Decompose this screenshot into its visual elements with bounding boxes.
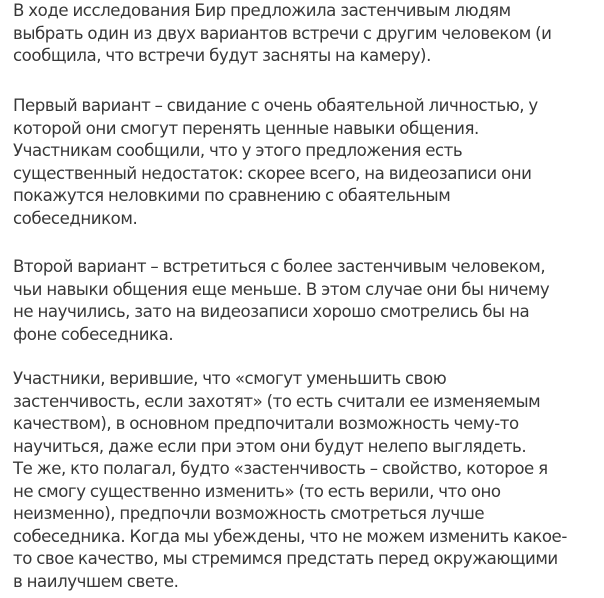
text-line: Участники, верившие, что «смогут уменьшить свою — [13, 369, 447, 388]
text-line: то свое качество, мы стремимся предстать перед окружающими — [13, 549, 558, 568]
text-line: собеседника. Когда мы убеждены, что не можем изменить какое- — [13, 526, 567, 546]
text-line: Второй вариант – встретиться с более застенчивым человеком, — [13, 257, 546, 276]
text-line: существенный недостаток: скорее всего, на видеозаписи они — [13, 163, 532, 183]
text-line: фоне собеседника. — [13, 324, 174, 344]
text-line: сообщила, что встречи будут засняты на камеру). — [13, 46, 431, 65]
paragraph-results — [13, 368, 567, 593]
text-line: не смогу существенно изменить» (то есть верили, что оно — [13, 481, 501, 501]
text-line: научиться, даже если при этом они будут нелепо выглядеть. — [13, 436, 527, 456]
text-line: собеседником. — [13, 208, 138, 228]
text-line: не научились, зато на видеозаписи хорошо смотрелись бы на — [13, 302, 530, 321]
text-line: чьи навыки общения еще меньше. В этом случае они бы ничему — [13, 279, 550, 299]
text-line: качеством), в основном предпочитали возможность чему-то — [13, 414, 519, 433]
paragraph-first-option — [13, 95, 538, 230]
text-line: застенчивость, если захотят» (то есть считали ее изменяемым — [13, 391, 541, 411]
text-line: покажутся неловкими по сравнению с обаятельным — [13, 186, 451, 205]
text-line: в наилучшем свете. — [13, 571, 179, 591]
paragraph-study-setup — [13, 0, 551, 68]
text-line: В ходе исследования Бир предложила застенчивым людям — [13, 1, 511, 20]
text-line: Первый вариант – свидание с очень обаятельной личностью, у — [13, 96, 538, 115]
text-line: неизменно), предпочли возможность смотреться лучше — [13, 504, 485, 523]
paragraph-second-option — [13, 256, 549, 346]
text-line: выбрать один из двух вариантов встречи с другим человеком (и — [13, 23, 552, 43]
text-line: Участникам сообщили, что у этого предложения есть — [13, 141, 463, 160]
text-line: Те же, кто полагал, будто «застенчивость – свойство, которое я — [13, 459, 548, 478]
text-line: которой они смогут перенять ценные навыки общения. — [13, 118, 479, 138]
